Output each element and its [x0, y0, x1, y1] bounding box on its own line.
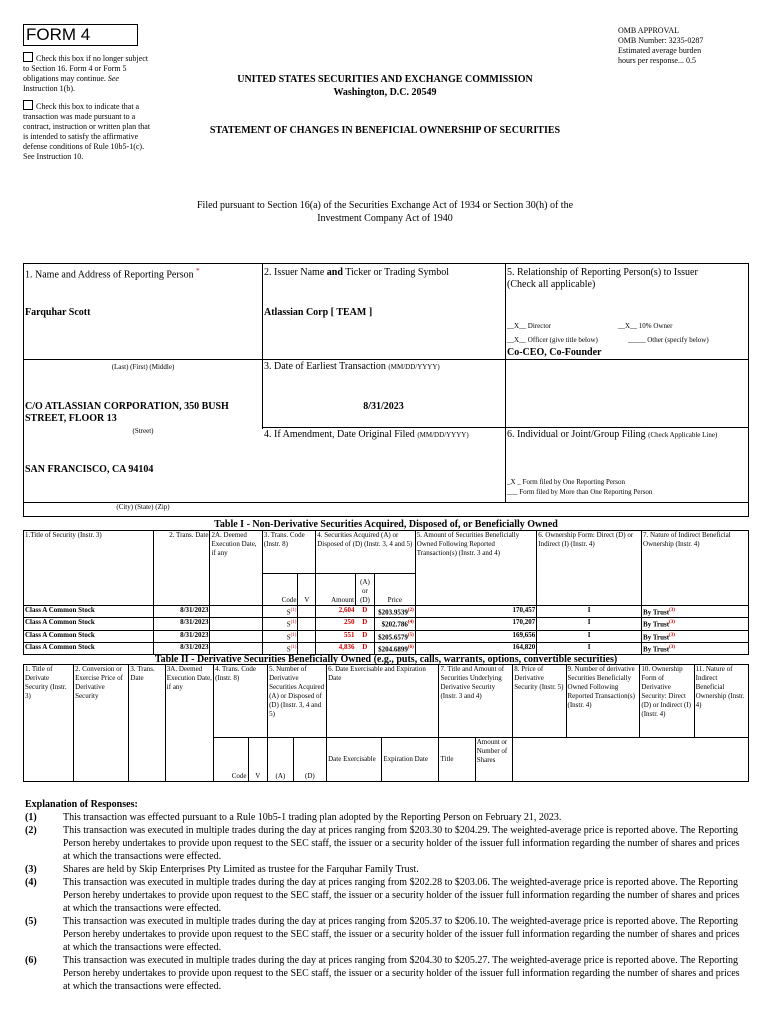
footnote-item — [25, 915, 749, 954]
box2-label-and: and — [326, 267, 343, 278]
amount — [316, 630, 356, 642]
trans-code — [262, 642, 298, 654]
a-or-d-value: D — [362, 606, 368, 614]
footnote-text: This transaction was effected pursuant to a Rule 10b5-1 trading plan adopted by the Reporting Person on February 21, 2023. — [63, 812, 562, 823]
t2-sub-exp: Expiration Date — [382, 738, 439, 782]
footnote-ref: (1) — [290, 632, 297, 638]
box5-label-text: 5. Relationship of Reporting Person(s) to Issuer — [507, 267, 698, 278]
trans-date-value: 8/31/2023 — [180, 642, 209, 651]
t2-h9: 9. Number of derivative Securities Beneficially Owned Following Reported Transaction(s) (Instr. 4) — [566, 665, 640, 738]
footnote-text: This transaction was executed in multiple trades during the day at prices ranging from $202.28 to $203.06. The weighted-average price is reported above. The Reporting Person hereby undertakes to provide upon request to the SEC staff, the issuer or a security holder of the issuer full information regarding the number of shares and prices at which the transactions were effected. — [63, 877, 740, 914]
ten-pct-owner-check: __X__ 10% Owner — [618, 322, 673, 330]
street-caption: (Street) — [132, 427, 154, 435]
table-row — [24, 642, 749, 654]
city-state-zip: SAN FRANCISCO, CA 94104 — [25, 464, 154, 475]
price — [374, 618, 415, 630]
ownership-form-value: I — [587, 642, 591, 651]
price — [374, 606, 415, 618]
amount — [316, 606, 356, 618]
footnote-ref: (3) — [669, 620, 675, 626]
other-check: _____ Other (specify below) — [628, 336, 709, 344]
t2-h10: 10. Ownership Form of Derivative Security: Direct (D) or Indirect (I) (Instr. 4) — [640, 665, 694, 738]
footnote-ref: (3) — [669, 644, 675, 650]
checkbox1-block — [23, 52, 151, 94]
footnote-ref: (1) — [290, 620, 297, 626]
trans-code — [262, 630, 298, 642]
trans-date-value: 8/31/2023 — [180, 630, 209, 639]
owned-following — [415, 606, 537, 618]
t1-sub-aord: (A) or (D) — [356, 574, 375, 606]
price-value: $204.6899 — [378, 645, 408, 654]
footnote-ref: (2) — [407, 608, 414, 613]
security-title-value: Class A Common Stock — [25, 618, 95, 627]
nature-of-ownership — [642, 606, 749, 618]
owned-following — [415, 618, 537, 630]
nature-of-ownership-value: By Trust — [643, 608, 670, 617]
box2-label-pre: 2. Issuer Name — [264, 267, 325, 278]
footnote-ref: (4) — [407, 620, 414, 626]
table2-title: Table II - Derivative Securities Beneficially Owned (e.g., puts, calls, warrants, options, convertible securities) — [154, 654, 618, 665]
a-or-d — [356, 642, 375, 654]
t2-sub-title: Title — [439, 738, 475, 782]
earliest-transaction-date: 8/31/2023 — [363, 401, 404, 412]
t2-h1: 1. Title of Derivate Security (Instr. 3) — [24, 665, 74, 738]
checkbox2-block — [23, 100, 151, 162]
security-title-value: Class A Common Stock — [25, 642, 95, 651]
t2-h3: 3. Trans. Date — [129, 665, 165, 738]
security-title — [24, 606, 154, 618]
nature-of-ownership-value: By Trust — [643, 632, 670, 641]
t1-h1: 1.Title of Security (Instr. 3) — [24, 531, 154, 574]
footnote-text: This transaction was executed in multiple trades during the day at prices ranging from $205.37 to $206.10. The weighted-average price is reported above. The Reporting Person hereby undertakes to provide upon request to the SEC staff, the issuer or a security holder of the issuer full information regarding the number of shares and prices at which the transactions were effected. — [63, 916, 740, 953]
trans-code — [262, 606, 298, 618]
t2-h8: 8. Price of Derivative Security (Instr. 5) — [513, 665, 566, 738]
amount — [316, 618, 356, 630]
t1-sub-amount: Amount — [316, 574, 356, 606]
footnote-ref: (5) — [407, 632, 414, 638]
amount-value: 250 — [344, 618, 355, 627]
t1-h2: 2. Trans. Date — [153, 531, 210, 574]
t2-h2: 2. Conversion or Exercise Price of Derivative Security — [74, 665, 129, 738]
amount-value: 2,604 — [338, 606, 355, 614]
reporting-grid — [23, 263, 749, 517]
owned-following-value: 169,656 — [512, 630, 536, 639]
footnote-ref: (1) — [290, 644, 297, 650]
t1-sub-code: Code — [262, 574, 298, 606]
owned-following-value: 170,457 — [512, 606, 536, 614]
footnote-ref: (1) — [290, 608, 297, 613]
box6-label — [507, 429, 747, 441]
filed-pursuant-2: Investment Company Act of 1940 — [317, 213, 453, 224]
trans-code-value: S — [286, 620, 291, 629]
box4-label — [264, 429, 469, 441]
amount-value: 551 — [344, 630, 355, 639]
security-title — [24, 642, 154, 654]
box6-label-text: 6. Individual or Joint/Group Filing — [507, 429, 646, 440]
footnote-item — [25, 863, 749, 876]
footnote-ref: (6) — [407, 644, 414, 650]
t1-h6: 6. Ownership Form: Direct (D) or Indirect (I) (Instr. 4) — [537, 531, 642, 574]
ownership-form-value: I — [587, 630, 591, 639]
t2-sub-amount: Amount or Number of Shares — [475, 738, 513, 782]
agency-city: Washington, D.C. 20549 — [333, 87, 437, 98]
footnote-ref: (3) — [669, 608, 675, 613]
footnote-text: This transaction was executed in multiple trades during the day at prices ranging from $204.30 to $205.27. The weighted-average price is reported above. The Reporting Person hereby undertakes to provide upon request to the SEC staff, the issuer or a security holder of the issuer full information regarding the number of shares and prices at which the transactions were effected. — [63, 955, 740, 992]
owned-following-value: 170,207 — [512, 618, 536, 627]
t2-sub-a: (A) — [268, 738, 294, 782]
ownership-form-value: I — [587, 618, 591, 627]
trans-code-value: S — [286, 645, 291, 654]
owned-following — [415, 642, 537, 654]
footnote-text: Shares are held by Skip Enterprises Pty Limited as trustee for the Farquhar Family Trust. — [63, 864, 419, 875]
nature-of-ownership — [642, 618, 749, 630]
ownership-form — [537, 642, 642, 654]
price — [374, 630, 415, 642]
statement-title: STATEMENT OF CHANGES IN BENEFICIAL OWNERSHIP OF SECURITIES — [209, 125, 561, 136]
a-or-d — [356, 618, 375, 630]
nature-of-ownership-value: By Trust — [643, 620, 670, 629]
t1-h2a: 2A. Deemed Execution Date, if any — [210, 531, 262, 574]
no-longer-subject-checkbox[interactable] — [23, 52, 33, 62]
footnote-number: (6) — [25, 955, 37, 966]
ownership-form — [537, 618, 642, 630]
issuer-name: Atlassian Corp [ TEAM ] — [264, 307, 373, 318]
ownership-form — [537, 606, 642, 618]
box3-label-text: 3. Date of Earliest Transaction — [264, 361, 386, 372]
trans-date — [153, 606, 210, 618]
footnote-number: (5) — [25, 916, 37, 927]
reporting-person-name: Farquhar Scott — [25, 307, 91, 318]
trans-date-value: 8/31/2023 — [180, 606, 209, 614]
t1-h5: 5. Amount of Securities Beneficially Owned Following Reported Transaction(s) (Instr. 3 and 4) — [415, 531, 537, 574]
t1-h4: 4. Securities Acquired (A) or Disposed of (D) (Instr. 3, 4 and 5) — [316, 531, 416, 574]
street-address: C/O ATLASSIAN CORPORATION, 350 BUSH STREET, FLOOR 13 — [25, 401, 229, 424]
box1-label — [25, 267, 200, 281]
form-title: FORM 4 — [26, 25, 91, 44]
ownership-form-value: I — [587, 606, 591, 614]
amount — [316, 642, 356, 654]
t1-sub-price: Price — [374, 574, 415, 606]
t2-h6: 6. Date Exercisable and Expiration Date — [327, 665, 439, 738]
box4-label-small: (MM/DD/YYYY) — [417, 431, 469, 439]
trans-date — [153, 630, 210, 642]
checkbox2-text: Check this box to indicate that a transaction was made pursuant to a contract, instruction or written plan that is intended to satisfy the affirmative defense conditions of Rule 10b5-1(c). See Instruction 10. — [23, 102, 151, 161]
box4-label-text: 4. If Amendment, Date Original Filed — [264, 429, 415, 440]
a-or-d-value: D — [362, 618, 368, 627]
box6-label-small: (Check Applicable Line) — [648, 431, 718, 439]
footnote-text: This transaction was executed in multiple trades during the day at prices ranging from $203.30 to $204.29. The weighted-average price is reported above. The Reporting Person hereby undertakes to provide upon request to the SEC staff, the issuer or a security holder of the issuer full information regarding the number of shares and prices at which the transactions were effected. — [63, 825, 740, 862]
box5-label — [507, 267, 747, 291]
omb-line3: Estimated average burden — [618, 46, 702, 55]
agency-name: UNITED STATES SECURITIES AND EXCHANGE COMMISSION — [237, 74, 533, 85]
security-title — [24, 630, 154, 642]
box1-label-text: 1. Name and Address of Reporting Person — [25, 269, 194, 281]
footnote-number: (3) — [25, 864, 37, 875]
owned-following-value: 164,820 — [512, 642, 536, 651]
box3-label-small: (MM/DD/YYYY) — [388, 363, 440, 371]
t2-h3a: 3A. Deemed Execution Date, if any — [165, 665, 213, 738]
a-or-d-value: D — [362, 642, 368, 651]
box1-marker: * — [196, 267, 200, 275]
box2-label-post: Ticker or Trading Symbol — [345, 267, 450, 278]
footnote-item — [25, 954, 749, 993]
price-value: $205.6579 — [378, 632, 408, 641]
t1-h7: 7. Nature of Indirect Beneficial Ownership (Instr. 4) — [643, 531, 731, 548]
omb-line4: hours per response... 0.5 — [618, 56, 696, 65]
trans-date-value: 8/31/2023 — [180, 618, 209, 627]
footnote-number: (1) — [25, 812, 37, 823]
form-title-box — [23, 24, 138, 46]
footnote-item — [25, 876, 749, 915]
explanation-block — [25, 799, 749, 993]
filing-opt2: ___ Form filed by More than One Reporting Person — [507, 488, 653, 496]
omb-approval — [618, 26, 748, 66]
a-or-d — [356, 630, 375, 642]
price-value: $202.786 — [381, 620, 408, 629]
table1-title: Table I - Non-Derivative Securities Acquired, Disposed of, or Beneficially Owned — [214, 519, 558, 530]
city-caption: (City) (State) (Zip) — [116, 503, 170, 511]
trans-date — [153, 642, 210, 654]
owned-following — [415, 630, 537, 642]
omb-line1: OMB APPROVAL — [618, 26, 679, 35]
ownership-form — [537, 630, 642, 642]
a-or-d — [356, 606, 375, 618]
filing-opt1: _X _ Form filed by One Reporting Person — [507, 478, 626, 486]
trans-code-value: S — [286, 632, 291, 641]
officer-check: __X__ Officer (give title below) — [507, 336, 598, 344]
explanation-heading: Explanation of Responses: — [25, 799, 138, 810]
checkbox1-text: Check this box if no longer subject to Section 16. Form 4 or Form 5 obligations may continue. — [23, 54, 148, 83]
security-title-value: Class A Common Stock — [25, 630, 95, 639]
table-row — [24, 618, 749, 630]
t2-h5: 5. Number of Derivative Securities Acquired (A) or Disposed of (D) (Instr. 3, 4 and 5) — [268, 665, 327, 738]
box5-label2: (Check all applicable) — [507, 279, 596, 290]
footnote-item — [25, 824, 749, 863]
amount-value: 4,836 — [338, 642, 355, 651]
table1 — [23, 530, 749, 655]
t1-sub-v: V — [298, 574, 316, 606]
footnote-number: (4) — [25, 877, 37, 888]
footnote-ref: (3) — [669, 632, 675, 638]
footnote-item — [25, 811, 749, 824]
box3-label — [264, 361, 440, 373]
nature-of-ownership — [642, 630, 749, 642]
footnote-number: (2) — [25, 825, 37, 836]
trans-code-value: S — [286, 608, 291, 617]
t2-h7: 7. Title and Amount of Securities Underlying Derivative Security (Instr. 3 and 4) — [439, 665, 513, 738]
rule-10b5-checkbox[interactable] — [23, 100, 33, 110]
trans-date — [153, 618, 210, 630]
checkbox1-see: See — [107, 74, 119, 83]
nature-of-ownership-value: By Trust — [643, 645, 670, 654]
t1-h3: 3. Trans. Code (Instr. 8) — [262, 531, 315, 574]
price-value: $203.9539 — [378, 608, 408, 617]
table2 — [23, 664, 749, 782]
omb-line2: OMB Number: 3235-0287 — [618, 36, 704, 45]
t2-sub-d: (D) — [293, 738, 326, 782]
nature-of-ownership — [642, 642, 749, 654]
trans-code — [262, 618, 298, 630]
name-caption: (Last) (First) (Middle) — [111, 363, 175, 371]
t2-h4: 4. Trans. Code (Instr. 8) — [214, 665, 268, 738]
t2-h11: 11. Nature of Indirect Beneficial Ownership (Instr. 4) — [695, 665, 745, 709]
director-check: __X__ Director — [507, 322, 552, 330]
officer-title: Co-CEO, Co-Founder — [507, 347, 602, 358]
a-or-d-value: D — [362, 630, 368, 639]
t2-sub-date-ex: Date Exercisable — [327, 738, 382, 782]
price — [374, 642, 415, 654]
filed-pursuant-1: Filed pursuant to Section 16(a) of the Securities Exchange Act of 1934 or Section 30(h) of the — [196, 200, 574, 211]
checkbox1-instr: Instruction 1(b). — [23, 84, 75, 93]
security-title-value: Class A Common Stock — [25, 606, 95, 614]
security-title — [24, 618, 154, 630]
t2-sub-v: V — [248, 738, 268, 782]
table-row — [24, 606, 749, 618]
t2-sub-code: Code — [214, 738, 248, 782]
table-row — [24, 630, 749, 642]
box2-label — [264, 267, 449, 279]
